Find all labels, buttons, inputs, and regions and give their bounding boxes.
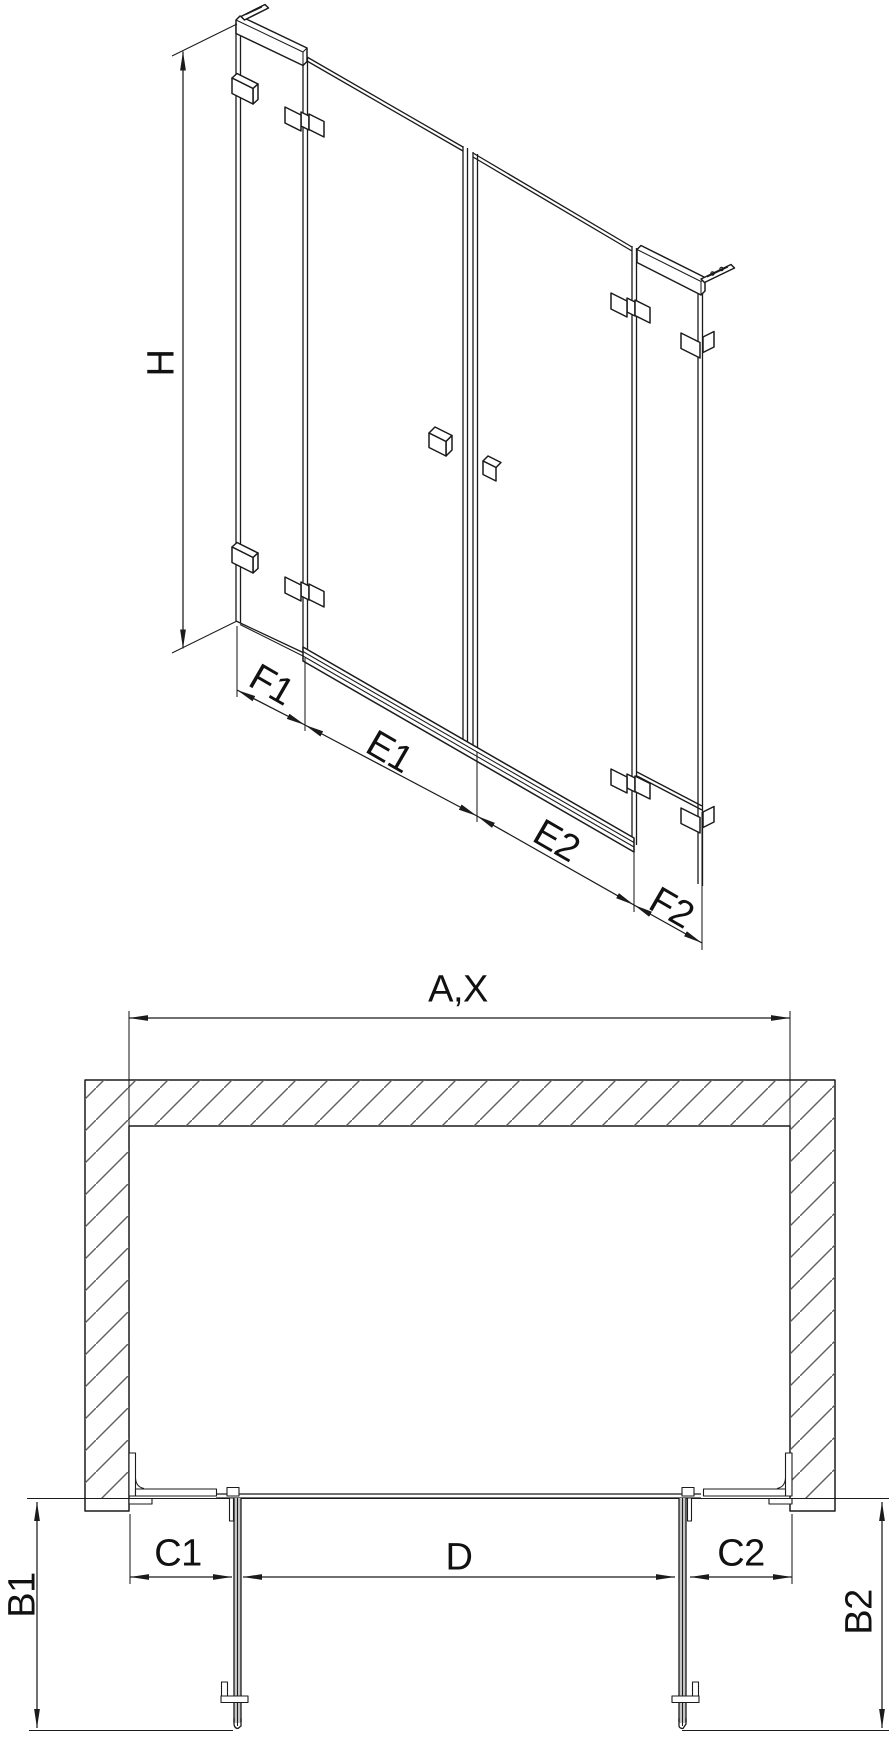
dim-label-c2: C2 [717,1532,765,1575]
hinge-bottom-right [611,769,650,799]
dim-label-d: D [445,1536,473,1579]
extension-lines [172,24,702,950]
walls [85,1080,835,1511]
wall-profile-top-right [637,246,735,296]
dim-label-f2: F2 [642,879,701,938]
dim-label-f1: F1 [242,656,301,715]
dim-label-ax: A,X [428,968,488,1011]
dim-label-b1: B1 [1,1572,44,1618]
wall-profile-plan-right [704,1453,793,1504]
open-door-2-plan [672,1498,699,1729]
isometric-dimensions [140,24,702,950]
door-panel-2 [473,152,637,845]
hinge-top-right [611,293,650,323]
wall-profile-top-left [236,5,307,66]
dim-label-e1: E1 [359,722,420,782]
hinge-top-left [285,107,324,137]
isometric-view [140,5,734,951]
fixed-panel-left [232,5,308,657]
wall-profile-plan-left [129,1453,217,1504]
hinge-bottom-left [285,577,324,607]
fixed-panel-right [637,246,735,887]
dim-label-h: H [140,349,183,377]
door-knob-2 [483,456,501,481]
open-door-1-plan [221,1498,248,1729]
plan-view [1,968,889,1730]
door-knob-1 [429,427,452,456]
wall-hatch [85,1080,835,1498]
wall-outline [85,1080,835,1511]
dim-label-c1: C1 [154,1532,202,1575]
bottom-rail [303,647,634,852]
dim-label-b2: B2 [838,1589,881,1635]
dim-label-e2: E2 [526,811,587,871]
door-panel-1 [307,57,468,742]
